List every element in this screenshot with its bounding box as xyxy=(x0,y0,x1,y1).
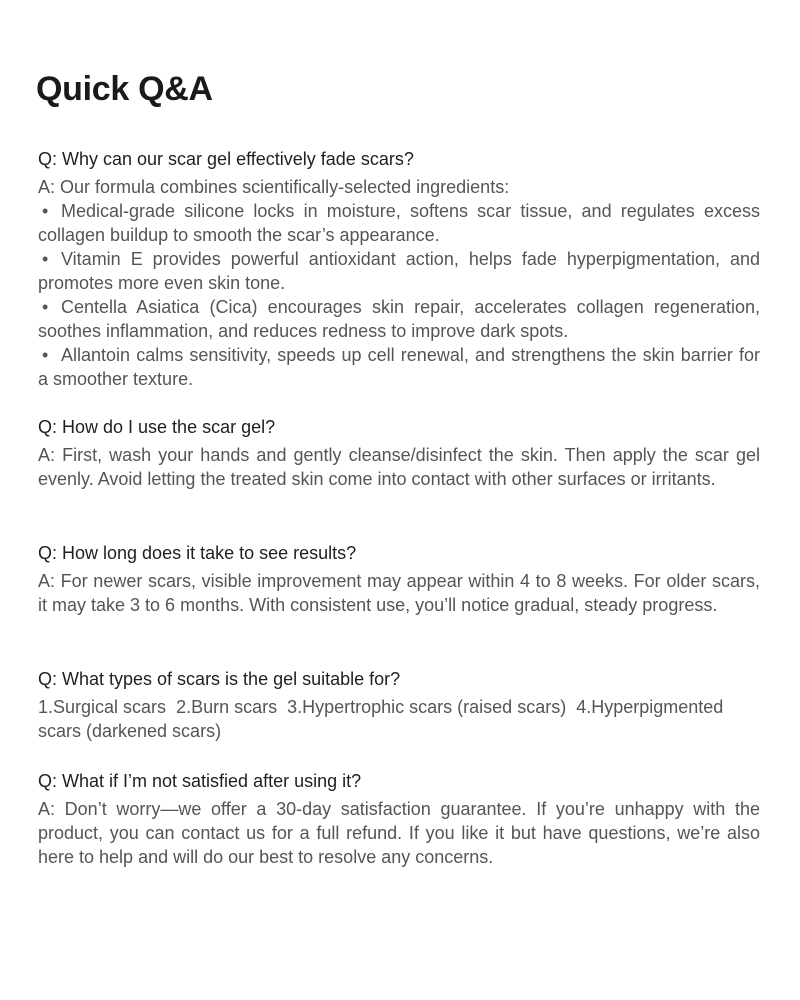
qa-item-satisfaction xyxy=(38,769,760,869)
bullet-text: Vitamin E provides powerful antioxidant action, helps fade hyperpigmentation, and promotes more even skin tone. xyxy=(38,249,760,293)
answer-text: A: First, wash your hands and gently cleanse/disinfect the skin. Then apply the scar gel evenly. Avoid letting the treated skin come into contact with other surfaces or irritants. xyxy=(38,445,760,489)
scar-types-list xyxy=(38,695,760,743)
scar-type-item: 2.Burn scars xyxy=(176,697,278,717)
bullet-text: Medical-grade silicone locks in moisture, softens scar tissue, and regulates excess collagen buildup to smooth the scar’s appearance. xyxy=(38,201,760,245)
bullet-item xyxy=(38,343,760,391)
question-text: Q: Why can our scar gel effectively fade scars? xyxy=(38,149,414,169)
qa-item-why-effective xyxy=(38,147,760,391)
bullet-icon: • xyxy=(42,345,49,365)
bullet-item xyxy=(38,199,760,247)
qa-item-results-time xyxy=(38,541,760,617)
answer-text: A: Don’t worry—we offer a 30-day satisfaction guarantee. If you’re unhappy with the product, you can contact us for a full refund. If you like it but have questions, we’re also here to help and will do our best to resolve any concerns. xyxy=(38,799,760,867)
bullet-item xyxy=(38,295,760,343)
bullet-text: Allantoin calms sensitivity, speeds up cell renewal, and strengthens the skin barrier for a smoother texture. xyxy=(38,345,760,389)
bullet-item xyxy=(38,247,760,295)
question-text: Q: How do I use the scar gel? xyxy=(38,417,276,437)
scar-type-item: 3.Hypertrophic scars (raised scars) xyxy=(287,697,567,717)
bullet-icon: • xyxy=(42,297,49,317)
question-text: Q: What types of scars is the gel suitable for? xyxy=(38,669,401,689)
scar-type-item: 4.Hyperpigmented scars (darkened scars) xyxy=(38,697,724,741)
question-text: Q: What if I’m not satisfied after using it? xyxy=(38,771,362,791)
answer-intro: A: Our formula combines scientifically-selected ingredients: xyxy=(38,177,510,197)
scar-type-item: 1.Surgical scars xyxy=(38,697,167,717)
qa-item-scar-types xyxy=(38,667,760,743)
bullet-icon: • xyxy=(42,201,49,221)
bullet-icon: • xyxy=(42,249,49,269)
bullet-text: Centella Asiatica (Cica) encourages skin repair, accelerates collagen regeneration, soothes inflammation, and reduces redness to improve dark spots. xyxy=(38,297,760,341)
qa-item-how-to-use xyxy=(38,415,760,491)
question-text: Q: How long does it take to see results? xyxy=(38,543,357,563)
answer-text: A: For newer scars, visible improvement may appear within 4 to 8 weeks. For older scars, it may take 3 to 6 months. With consistent use, you’ll notice gradual, steady progress. xyxy=(38,571,760,615)
page-title: Quick Q&A xyxy=(36,70,213,108)
